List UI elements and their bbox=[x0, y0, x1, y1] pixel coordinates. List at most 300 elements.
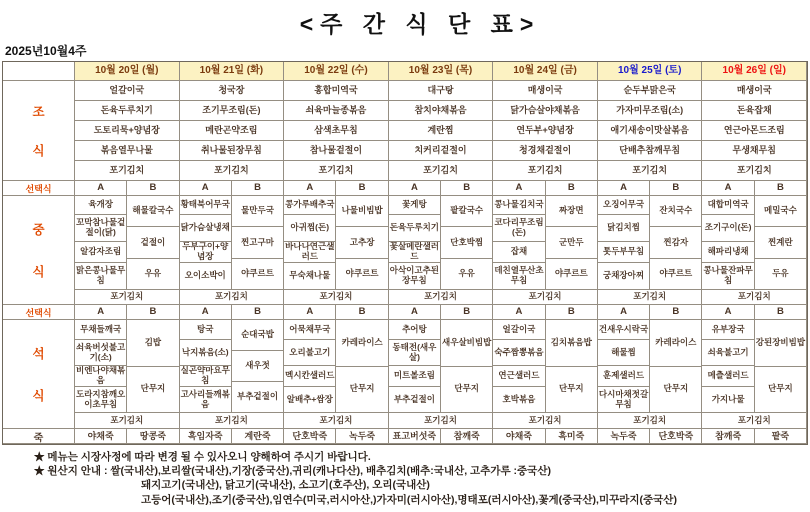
lunch-option-b-item: 나물비빔밥 bbox=[336, 196, 388, 227]
option-b-column bbox=[336, 196, 388, 290]
option-a-header: A bbox=[284, 181, 336, 196]
breakfast-item: 연근아몬드조림 bbox=[702, 121, 807, 141]
dinner-kimchi: 포기김치 bbox=[389, 413, 494, 429]
dinner-option-a-item: 건새우시락국 bbox=[598, 320, 650, 340]
breakfast-item: 포기김치 bbox=[493, 161, 598, 181]
breakfast-item: 쇠육마늘종볶음 bbox=[284, 101, 389, 121]
dinner-option-a-item: 도라지참깨오이초무침 bbox=[75, 387, 127, 413]
dinner-option-b-item: 단무지 bbox=[650, 367, 702, 414]
lunch-option-a-item: 알감자조림 bbox=[75, 242, 127, 263]
lunch-option-a-item: 콩가루배추국 bbox=[284, 196, 336, 215]
option-a-column bbox=[598, 320, 650, 413]
option-a-column bbox=[180, 196, 232, 290]
porridge-item: 계란죽 bbox=[232, 429, 284, 444]
selection-day bbox=[180, 305, 285, 320]
lunch-ab-grid bbox=[598, 196, 703, 290]
day-header: 10월 26일 (일) bbox=[702, 62, 807, 81]
porridge-item: 야채죽 bbox=[493, 429, 545, 444]
porridge-item: 팥죽 bbox=[755, 429, 807, 444]
dinner-kimchi: 포기김치 bbox=[284, 413, 389, 429]
option-a-header: A bbox=[180, 305, 232, 320]
porridge-day bbox=[493, 429, 598, 444]
day-header: 10월 22일 (수) bbox=[284, 62, 389, 81]
breakfast-item: 포기김치 bbox=[702, 161, 807, 181]
breakfast-band bbox=[3, 81, 807, 181]
lunch-day-column bbox=[284, 196, 389, 305]
lunch-option-b-item: 야쿠르트 bbox=[650, 259, 702, 290]
dinner-option-a-item: 다시마채젓갈무침 bbox=[598, 387, 650, 413]
breakfast-day-column bbox=[702, 81, 807, 181]
breakfast-item: 청경채겉절이 bbox=[493, 141, 598, 161]
dinner-option-a-item: 오리불고기 bbox=[284, 340, 336, 366]
dinner-option-a-item: 미트볼조림 bbox=[389, 366, 441, 387]
breakfast-item: 포기김치 bbox=[75, 161, 180, 181]
lunch-option-a-item: 아귀찜(돈) bbox=[284, 215, 336, 242]
porridge-item: 흑미죽 bbox=[546, 429, 598, 444]
lunch-option-b-item: 찐감자 bbox=[650, 227, 702, 258]
dinner-day-column bbox=[598, 320, 703, 429]
lunch-option-a-item: 오징어무국 bbox=[598, 196, 650, 215]
option-a-header: A bbox=[389, 181, 441, 196]
option-b-column bbox=[441, 196, 493, 290]
option-a-column bbox=[493, 196, 545, 290]
lunch-option-b-item: 잔치국수 bbox=[650, 196, 702, 227]
dinner-option-a-item: 메츨샐러드 bbox=[702, 366, 754, 387]
porridge-item: 야채죽 bbox=[75, 429, 127, 444]
dinner-option-a-item: 숙주짬뽕볶음 bbox=[493, 340, 545, 366]
selection-day bbox=[389, 305, 494, 320]
dinner-label-char: 석 bbox=[32, 347, 45, 361]
breakfast-item: 조기무조림(돈) bbox=[180, 101, 285, 121]
dinner-option-a-item: 낙지볶음(소) bbox=[180, 340, 232, 366]
day-header: 10월 21일 (화) bbox=[180, 62, 285, 81]
breakfast-day-column bbox=[284, 81, 389, 181]
lunch-label bbox=[3, 196, 75, 305]
breakfast-item: 메란곤약조림 bbox=[180, 121, 285, 141]
dinner-kimchi: 포기김치 bbox=[75, 413, 180, 429]
breakfast-item: 단배추참깨무침 bbox=[598, 141, 703, 161]
option-a-column bbox=[702, 320, 754, 413]
table-header-row bbox=[3, 62, 807, 81]
option-b-column bbox=[650, 320, 702, 413]
dinner-option-a-item: 가지나물 bbox=[702, 387, 754, 413]
dinner-option-a-item: 멕시칸샐러드 bbox=[284, 366, 336, 387]
selection-day bbox=[493, 305, 598, 320]
lunch-option-b-item: 두유 bbox=[755, 259, 807, 290]
breakfast-item: 포기김치 bbox=[180, 161, 285, 181]
lunch-option-a-item: 닭김치찜 bbox=[598, 215, 650, 242]
option-a-column bbox=[389, 196, 441, 290]
option-b-header: B bbox=[441, 305, 493, 320]
page-title: <주 간 식 단 표> bbox=[299, 11, 541, 37]
option-b-column bbox=[336, 320, 388, 413]
lunch-option-a-item: 궁채장아찌 bbox=[598, 263, 650, 290]
option-b-column bbox=[127, 196, 179, 290]
dinner-option-a-item: 실곤약마요무침 bbox=[180, 366, 232, 387]
dinner-ab-grid bbox=[284, 320, 389, 413]
lunch-day-column bbox=[389, 196, 494, 305]
breakfast-label-char: 식 bbox=[32, 144, 45, 158]
lunch-option-b-item: 팥칼국수 bbox=[441, 196, 493, 227]
footnotes bbox=[0, 450, 810, 507]
option-b-header: B bbox=[755, 305, 807, 320]
dinner-option-a-item: 쇠육버섯불고기(소) bbox=[75, 340, 127, 366]
dinner-option-a-item: 추어탕 bbox=[389, 320, 441, 340]
dinner-option-b-item: 부추겉절이 bbox=[232, 382, 284, 413]
option-a-header: A bbox=[598, 181, 650, 196]
porridge-day bbox=[389, 429, 494, 444]
breakfast-item: 삼색초무침 bbox=[284, 121, 389, 141]
dinner-option-b-item: 단무지 bbox=[546, 367, 598, 414]
breakfast-day-column bbox=[180, 81, 285, 181]
dinner-option-a-item: 고사리들깨볶음 bbox=[180, 387, 232, 413]
dinner-option-a-item: 유부장국 bbox=[702, 320, 754, 340]
dinner-ab-grid bbox=[389, 320, 494, 413]
lunch-option-a-item: 코다리무조림(돈) bbox=[493, 215, 545, 242]
dinner-option-b-item: 김치볶음밥 bbox=[546, 320, 598, 367]
dinner-option-a-item: 호박볶음 bbox=[493, 387, 545, 413]
option-a-header: A bbox=[284, 305, 336, 320]
lunch-option-b-item: 야쿠르트 bbox=[546, 259, 598, 290]
breakfast-label-char: 조 bbox=[32, 105, 45, 119]
option-b-column bbox=[441, 320, 493, 413]
breakfast-label bbox=[3, 81, 75, 181]
lunch-ab-grid bbox=[702, 196, 807, 290]
lunch-option-a-item: 아삭이고추된장무침 bbox=[389, 263, 441, 290]
breakfast-item: 홍합미역국 bbox=[284, 81, 389, 101]
option-a-header: A bbox=[75, 305, 127, 320]
option-a-column bbox=[493, 320, 545, 413]
dinner-option-b-item: 단무지 bbox=[336, 367, 388, 414]
dinner-option-a-item: 연근샐러드 bbox=[493, 366, 545, 387]
breakfast-day-column bbox=[75, 81, 180, 181]
breakfast-item: 매생이국 bbox=[493, 81, 598, 101]
lunch-option-b-item: 우유 bbox=[441, 259, 493, 290]
selection-day bbox=[598, 181, 703, 196]
lunch-kimchi: 포기김치 bbox=[389, 290, 494, 305]
option-a-header: A bbox=[598, 305, 650, 320]
dinner-option-b-item: 김밥 bbox=[127, 320, 179, 367]
dinner-kimchi: 포기김치 bbox=[180, 413, 285, 429]
dinner-ab-grid bbox=[493, 320, 598, 413]
lunch-option-a-item: 톳두부무침 bbox=[598, 242, 650, 263]
lunch-ab-grid bbox=[493, 196, 598, 290]
dinner-ab-grid bbox=[180, 320, 285, 413]
porridge-item: 흑임자죽 bbox=[180, 429, 232, 444]
lunch-day-column bbox=[702, 196, 807, 305]
dinner-day-column bbox=[75, 320, 180, 429]
option-a-header: A bbox=[75, 181, 127, 196]
dinner-option-b-item: 순대국밥 bbox=[232, 320, 284, 351]
porridge-item: 참깨죽 bbox=[441, 429, 493, 444]
breakfast-item: 참치야채볶음 bbox=[389, 101, 494, 121]
option-b-header: B bbox=[546, 181, 598, 196]
option-b-column bbox=[755, 320, 807, 413]
option-a-column bbox=[284, 320, 336, 413]
breakfast-item: 애기새송이맛살볶음 bbox=[598, 121, 703, 141]
option-b-header: B bbox=[650, 181, 702, 196]
lunch-option-a-item: 꼬막참나물겉절이(닭) bbox=[75, 215, 127, 242]
dinner-day-column bbox=[180, 320, 285, 429]
dinner-ab-grid bbox=[598, 320, 703, 413]
lunch-ab-grid bbox=[180, 196, 285, 290]
breakfast-item: 연두부+양념장 bbox=[493, 121, 598, 141]
corner-cell bbox=[3, 62, 75, 81]
lunch-option-b-item: 찐계란 bbox=[755, 227, 807, 258]
dinner-day-column bbox=[702, 320, 807, 429]
option-a-column bbox=[284, 196, 336, 290]
dinner-option-a-item: 어묵채무국 bbox=[284, 320, 336, 340]
dinner-day-column bbox=[493, 320, 598, 429]
lunch-kimchi: 포기김치 bbox=[284, 290, 389, 305]
option-a-header: A bbox=[389, 305, 441, 320]
footnote-line: ★ 메뉴는 시장사정에 따라 변경 될 수 있사오니 양해하여 주시기 바랍니다. bbox=[34, 451, 371, 463]
day-header: 10월 20일 (월) bbox=[75, 62, 180, 81]
porridge-day bbox=[702, 429, 807, 444]
lunch-kimchi: 포기김치 bbox=[598, 290, 703, 305]
option-b-header: B bbox=[127, 181, 179, 196]
option-b-column bbox=[127, 320, 179, 413]
dinner-label bbox=[3, 320, 75, 429]
option-b-header: B bbox=[650, 305, 702, 320]
selection-day bbox=[598, 305, 703, 320]
option-b-column bbox=[546, 196, 598, 290]
selection-day bbox=[702, 305, 807, 320]
lunch-kimchi: 포기김치 bbox=[702, 290, 807, 305]
dinner-option-a-item: 비엔나야채볶음 bbox=[75, 366, 127, 387]
lunch-day-column bbox=[75, 196, 180, 305]
porridge-item: 녹두죽 bbox=[598, 429, 650, 444]
breakfast-item: 대구탕 bbox=[389, 81, 494, 101]
lunch-label-char: 중 bbox=[32, 223, 45, 237]
lunch-option-b-item: 우유 bbox=[127, 259, 179, 290]
lunch-option-b-item: 물만두국 bbox=[232, 196, 284, 227]
lunch-option-a-item: 무숙채나물 bbox=[284, 263, 336, 290]
option-b-header: B bbox=[127, 305, 179, 320]
dinner-option-b-item: 새우살비빔밥 bbox=[441, 320, 493, 367]
breakfast-day-column bbox=[598, 81, 703, 181]
breakfast-item: 닭가슴살야채볶음 bbox=[493, 101, 598, 121]
dinner-option-b-item: 단무지 bbox=[441, 367, 493, 414]
dinner-option-a-item: 알배추+쌈장 bbox=[284, 387, 336, 413]
lunch-option-a-item: 닭가슴살냉채 bbox=[180, 215, 232, 242]
lunch-option-b-item: 찐고구마 bbox=[232, 227, 284, 258]
breakfast-item: 포기김치 bbox=[284, 161, 389, 181]
dinner-option-b-item: 카레라이스 bbox=[650, 320, 702, 367]
dinner-option-a-item: 탕국 bbox=[180, 320, 232, 340]
dinner-option-b-item: 단무지 bbox=[755, 367, 807, 414]
lunch-option-a-item: 대합미역국 bbox=[702, 196, 754, 215]
option-b-column bbox=[546, 320, 598, 413]
lunch-option-a-item: 돈육두루치기 bbox=[389, 215, 441, 242]
breakfast-item: 돈육두루치기 bbox=[75, 101, 180, 121]
dinner-option-a-item: 해물찜 bbox=[598, 340, 650, 366]
breakfast-item: 포기김치 bbox=[598, 161, 703, 181]
breakfast-item: 참나물겉절이 bbox=[284, 141, 389, 161]
dinner-band bbox=[3, 320, 807, 429]
porridge-item: 땅콩죽 bbox=[127, 429, 179, 444]
dinner-kimchi: 포기김치 bbox=[493, 413, 598, 429]
lunch-option-a-item: 콩나물김치국 bbox=[493, 196, 545, 215]
selection-label: 선택식 bbox=[3, 181, 75, 196]
lunch-option-b-item: 고추장 bbox=[336, 227, 388, 258]
lunch-option-b-item: 군만두 bbox=[546, 227, 598, 258]
lunch-day-column bbox=[493, 196, 598, 305]
footnote-line: 고등어(국내산),조기(중국산),임연수(미국,러시아산,)가자미(러시아산),명태포(러시아산),꽃게(중국산),미꾸라지(중국산) bbox=[141, 493, 677, 506]
lunch-ab-grid bbox=[75, 196, 180, 290]
day-header: 10월 25일 (토) bbox=[598, 62, 703, 81]
dinner-option-b-item: 카레라이스 bbox=[336, 320, 388, 367]
lunch-option-a-item: 해파리냉채 bbox=[702, 242, 754, 263]
option-a-column bbox=[598, 196, 650, 290]
selection-day bbox=[75, 181, 180, 196]
breakfast-item: 얼갈이국 bbox=[75, 81, 180, 101]
option-a-header: A bbox=[702, 305, 754, 320]
breakfast-day-column bbox=[493, 81, 598, 181]
lunch-label-char: 식 bbox=[32, 265, 45, 279]
lunch-option-a-item: 꽃살메란샐러드 bbox=[389, 242, 441, 263]
option-b-header: B bbox=[546, 305, 598, 320]
dinner-option-b-item: 단무지 bbox=[127, 367, 179, 414]
selection-day bbox=[75, 305, 180, 320]
lunch-option-b-item: 해물칼국수 bbox=[127, 196, 179, 227]
lunch-option-a-item: 콩나물잔파무침 bbox=[702, 263, 754, 290]
breakfast-item: 도토리묵+양념장 bbox=[75, 121, 180, 141]
lunch-option-a-item: 바나나연근샐러드 bbox=[284, 242, 336, 263]
dinner-option-a-item: 부추겉절이 bbox=[389, 387, 441, 413]
lunch-option-b-item: 짜장면 bbox=[546, 196, 598, 227]
selection-day bbox=[702, 181, 807, 196]
dinner-label-char: 식 bbox=[32, 389, 45, 403]
lunch-day-column bbox=[598, 196, 703, 305]
breakfast-item: 무생채무침 bbox=[702, 141, 807, 161]
lunch-kimchi: 포기김치 bbox=[75, 290, 180, 305]
lunch-option-b-item: 메밀국수 bbox=[755, 196, 807, 227]
option-a-header: A bbox=[702, 181, 754, 196]
breakfast-item: 가자미무조림(소) bbox=[598, 101, 703, 121]
selection-row-lunch bbox=[3, 181, 807, 196]
dinner-ab-grid bbox=[75, 320, 180, 413]
dinner-option-a-item: 무채들깨국 bbox=[75, 320, 127, 340]
option-b-header: B bbox=[336, 305, 388, 320]
porridge-item: 단호박죽 bbox=[284, 429, 336, 444]
selection-day bbox=[493, 181, 598, 196]
breakfast-item: 볶음열무나물 bbox=[75, 141, 180, 161]
dinner-day-column bbox=[389, 320, 494, 429]
selection-day bbox=[389, 181, 494, 196]
selection-label: 선택식 bbox=[3, 305, 75, 320]
breakfast-item: 치커리겉절이 bbox=[389, 141, 494, 161]
porridge-day bbox=[180, 429, 285, 444]
breakfast-item: 포기김치 bbox=[389, 161, 494, 181]
dinner-option-a-item: 쇠육불고기 bbox=[702, 340, 754, 366]
breakfast-item: 순두부맑은국 bbox=[598, 81, 703, 101]
dinner-option-a-item: 동태전(새우살) bbox=[389, 340, 441, 366]
porridge-row bbox=[3, 429, 807, 444]
porridge-item: 단호박죽 bbox=[650, 429, 702, 444]
week-label: 2025년10월4주 bbox=[5, 44, 87, 58]
porridge-day bbox=[284, 429, 389, 444]
dinner-option-a-item: 얼갈이국 bbox=[493, 320, 545, 340]
dinner-kimchi: 포기김치 bbox=[702, 413, 807, 429]
lunch-ab-grid bbox=[389, 196, 494, 290]
porridge-item: 참깨죽 bbox=[702, 429, 754, 444]
option-b-column bbox=[650, 196, 702, 290]
selection-row-dinner bbox=[3, 305, 807, 320]
option-a-column bbox=[180, 320, 232, 413]
option-b-header: B bbox=[755, 181, 807, 196]
option-a-header: A bbox=[493, 305, 545, 320]
footnote-line: ★ 원산지 안내 : 쌀(국내산),보리쌀(국내산),기장(중국산),귀리(캐나다산), 배추김치(배추:국내산, 고추가루 :중국산) bbox=[34, 465, 551, 478]
lunch-option-a-item: 데친열무산초무침 bbox=[493, 263, 545, 290]
option-b-column bbox=[232, 320, 284, 413]
option-a-header: A bbox=[180, 181, 232, 196]
option-a-column bbox=[75, 320, 127, 413]
lunch-option-b-item: 겉절이 bbox=[127, 227, 179, 258]
dinner-option-b-item: 강된장비빔밥 bbox=[755, 320, 807, 367]
lunch-kimchi: 포기김치 bbox=[180, 290, 285, 305]
lunch-band bbox=[3, 196, 807, 305]
dinner-option-b-item: 새우젓 bbox=[232, 351, 284, 382]
lunch-option-a-item: 맑은콩나물무침 bbox=[75, 263, 127, 290]
option-a-column bbox=[389, 320, 441, 413]
footnote-line: 돼지고기(국내산), 닭고기(국내산), 소고기(호주산), 오리(국내산) bbox=[141, 479, 430, 492]
option-b-header: B bbox=[336, 181, 388, 196]
porridge-day bbox=[75, 429, 180, 444]
selection-day bbox=[284, 305, 389, 320]
day-header: 10월 24일 (금) bbox=[493, 62, 598, 81]
lunch-option-b-item: 야쿠르트 bbox=[336, 259, 388, 290]
dinner-ab-grid bbox=[702, 320, 807, 413]
option-a-column bbox=[702, 196, 754, 290]
breakfast-day-column bbox=[389, 81, 494, 181]
menu-table bbox=[2, 61, 808, 445]
dinner-kimchi: 포기김치 bbox=[598, 413, 703, 429]
breakfast-item: 취나물된장무침 bbox=[180, 141, 285, 161]
porridge-item: 표고버섯죽 bbox=[389, 429, 441, 444]
lunch-option-a-item: 황태북어무국 bbox=[180, 196, 232, 215]
lunch-option-a-item: 육개장 bbox=[75, 196, 127, 215]
selection-day bbox=[180, 181, 285, 196]
porridge-label: 죽 bbox=[3, 429, 75, 444]
option-b-header: B bbox=[441, 181, 493, 196]
option-a-column bbox=[75, 196, 127, 290]
breakfast-item: 돈육잡채 bbox=[702, 101, 807, 121]
lunch-option-a-item: 오이소박이 bbox=[180, 263, 232, 290]
lunch-option-b-item: 야쿠르트 bbox=[232, 259, 284, 290]
dinner-day-column bbox=[284, 320, 389, 429]
option-b-column bbox=[232, 196, 284, 290]
lunch-ab-grid bbox=[284, 196, 389, 290]
lunch-kimchi: 포기김치 bbox=[493, 290, 598, 305]
breakfast-item: 매생이국 bbox=[702, 81, 807, 101]
dinner-option-a-item: 훈제샐러드 bbox=[598, 366, 650, 387]
option-b-header: B bbox=[232, 181, 284, 196]
option-b-column bbox=[755, 196, 807, 290]
breakfast-item: 계란찜 bbox=[389, 121, 494, 141]
porridge-item: 녹두죽 bbox=[336, 429, 388, 444]
option-a-header: A bbox=[493, 181, 545, 196]
lunch-option-a-item: 조기구이(돈) bbox=[702, 215, 754, 242]
porridge-day bbox=[598, 429, 703, 444]
day-header: 10월 23일 (목) bbox=[389, 62, 494, 81]
lunch-option-b-item: 단호박찜 bbox=[441, 227, 493, 258]
lunch-option-a-item: 잡채 bbox=[493, 242, 545, 263]
option-b-header: B bbox=[232, 305, 284, 320]
lunch-option-a-item: 두부구이+양념장 bbox=[180, 242, 232, 263]
lunch-day-column bbox=[180, 196, 285, 305]
selection-day bbox=[284, 181, 389, 196]
